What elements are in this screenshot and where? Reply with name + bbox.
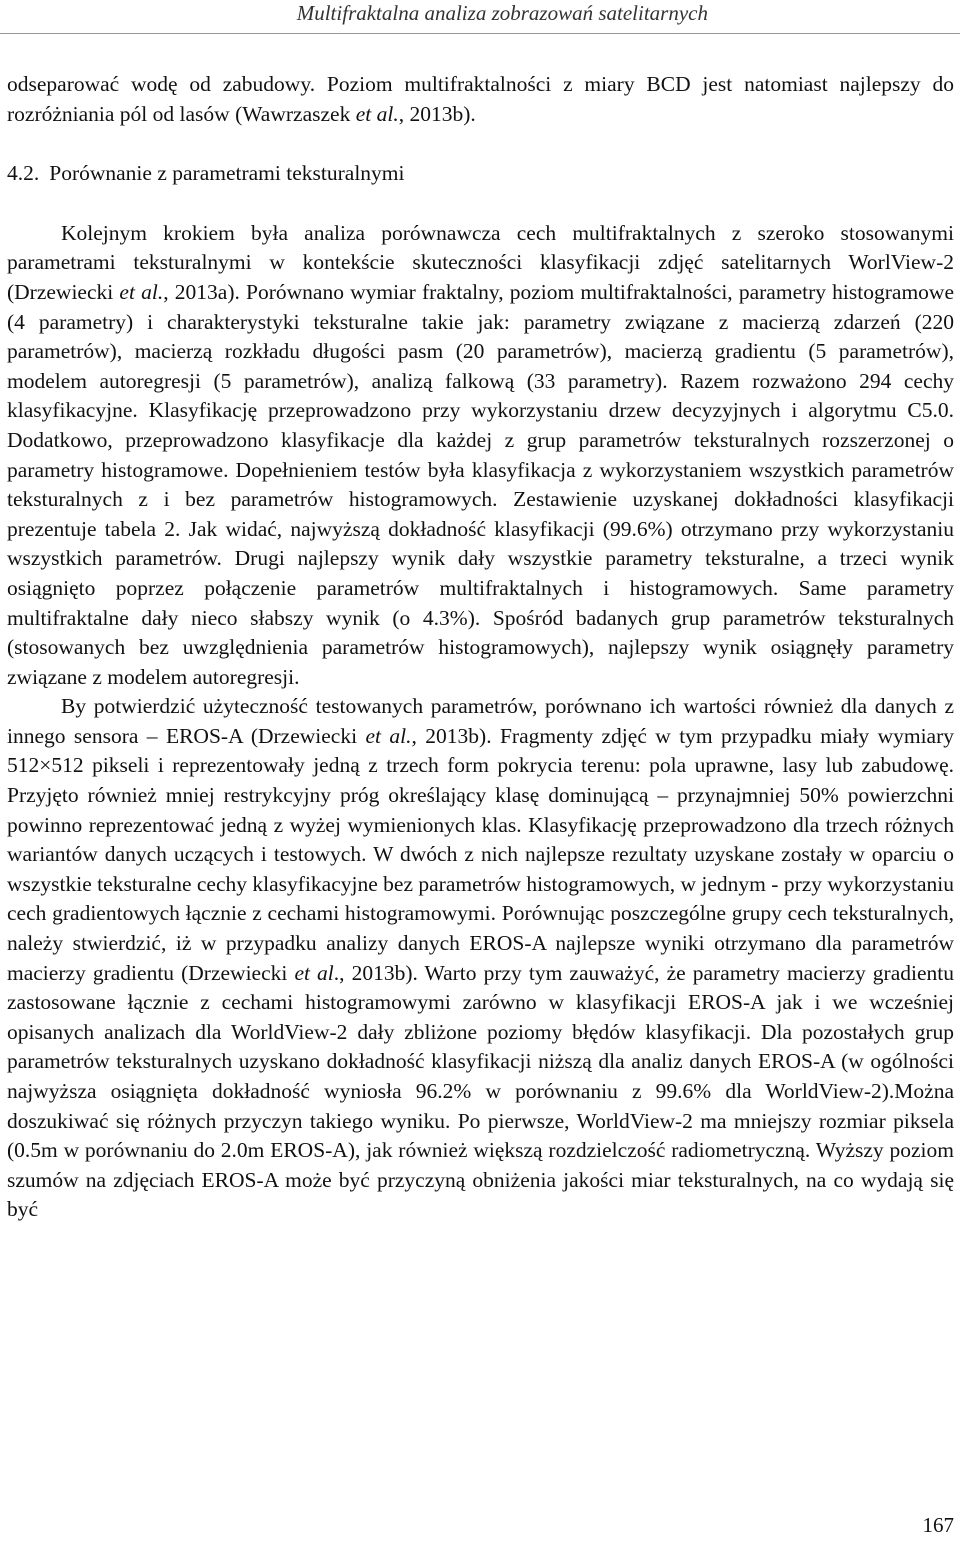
- page-number: 167: [922, 1513, 954, 1537]
- paragraph-1-text-a: Kolejnym krokiem była analiza porównawcza cech multifraktalnych z szeroko stosowanymi parametrami teksturalnymi w kontekście skuteczności klasyfikacji zdjęć satelitarnych WorlView-2 (Drzewiecki: [7, 220, 954, 304]
- paragraph-2-text-a: By potwierdzić użyteczność testowanych parametrów, porównano ich wartości również dla danych z innego sensora – EROS-A (Drzewiecki: [7, 694, 954, 748]
- paragraph-2: [7, 692, 954, 1225]
- header-rule: [0, 33, 960, 34]
- paragraph-2-et-al-2: et al: [294, 960, 334, 985]
- section-number: 4.2.: [7, 161, 40, 186]
- section-heading: [7, 159, 954, 189]
- paragraph-2-et-al-1: et al.: [365, 723, 412, 748]
- page-body: [7, 70, 954, 1225]
- running-header: Multifraktalna analiza zobrazowań satelitarnych: [296, 1, 708, 25]
- paragraph-2-text-b: , 2013b). Fragmenty zdjęć w tym przypadku miały wymiary 512×512 pikseli i reprezentowały jedną z trzech form pokrycia terenu: pola uprawne, lasy lub zabudowę. Przyjęto również mniej restrykcyjny próg określający klasę dominującą – przynajmniej 50% powierzchni powinno reprezentować jedną z wyżej wymienionych klas. Klasyfikację przeprowadzono dla trzech różnych wariantów danych uczących i testowych. W dwóch z nich najlepsze rezultaty uzyskane zostały w oparciu o wszystkie teksturalne cechy klasyfikacyjne bez parametrów histogramowych, w jednym - przy wykorzystaniu cech gradientowych łącznie z cechami histogramowymi. Porównując poszczególne grupy cech teksturalnych, należy stwierdzić, iż w przypadku analizy danych EROS-A najlepsze wyniki otrzymano dla parametrów macierzy gradientu (Drzewiecki: [7, 723, 954, 985]
- paragraph-1: [7, 219, 954, 693]
- paragraph-2-text-c: ., 2013b). Warto przy tym zauważyć, że parametry macierzy gradientu zastosowane łącznie z cechami histogramowymi zarówno w klasyfikacji EROS-A jak i we wcześniej opisanych analizach dla WorldView-2 dały zbliżone poziomy błędów klasyfikacji. Dla pozostałych grup parametrów teksturalnych uzyskano dokładność klasyfikacji niższą dla analiz danych EROS-A (w ogólności najwyższa osiągnięta dokładność wyniosła 96.2% w porównaniu z 99.6% dla WorldView-2).Można doszukiwać się różnych przyczyn takiego wyniku. Po pierwsze, WorldView-2 ma mniejszy rozmiar piksela (0.5m w porównaniu do 2.0m EROS-A), jak również większą rozdzielczość radiometryczną. Wyższy poziom szumów na zdjęciach EROS-A może być przyczyną obniżenia jakości miar teksturalnych, na co wydają się być: [7, 960, 954, 1222]
- intro-paragraph: [7, 70, 954, 129]
- paragraph-1-et-al: et al.: [119, 279, 164, 304]
- intro-text-a: odseparować wodę od zabudowy. Poziom multifraktalności z miary BCD jest natomiast najlepszy do rozróżniania pól od lasów (Wawrzaszek: [7, 72, 954, 126]
- intro-text-b: , 2013b).: [398, 101, 476, 126]
- section-title: Porównanie z parametrami teksturalnymi: [49, 161, 405, 186]
- paragraph-1-text-b: , 2013a). Porównano wymiar fraktalny, poziom multifraktalności, parametry histogramowe (4 parametry) i charakterystyki teksturalne takie jak: parametry związane z macierzą zdarzeń (220 parametrów), macierzą rozkładu długości pasm (20 parametrów), macierzą gradientu (5 parametrów), modelem autoregresji (5 parametrów), analizą falkową (33 parametry). Razem rozważono 294 cechy klasyfikacyjne. Klasyfikację przeprowadzono przy wykorzystaniu drzew decyzyjnych i algorytmu C5.0. Dodatkowo, przeprowadzono klasyfikacje dla każdej z grup parametrów teksturalnych rozszerzonej o parametry histogramowe. Dopełnieniem testów była klasyfikacja z wykorzystaniem wszystkich parametrów teksturalnych z i bez parametrów histogramowych. Zestawienie uzyskanej dokładności klasyfikacji prezentuje tabela 2. Jak widać, najwyższą dokładność klasyfikacji (99.6%) otrzymano przy wykorzystaniu wszystkich parametrów. Drugi najlepszy wynik dały wszystkie parametry teksturalne, a trzeci wynik osiągnięto poprzez połączenie parametrów multifraktalnych i histogramowych. Same parametry multifraktalne dały nieco słabszy wynik (o 4.3%). Spośród badanych grup parametrów teksturalnych (stosowanych bez uwzględnienia parametrów histogramowych), najlepszy wynik osiągnęły parametry związane z modelem autoregresji.: [7, 279, 954, 689]
- intro-et-al: et al.: [355, 101, 399, 126]
